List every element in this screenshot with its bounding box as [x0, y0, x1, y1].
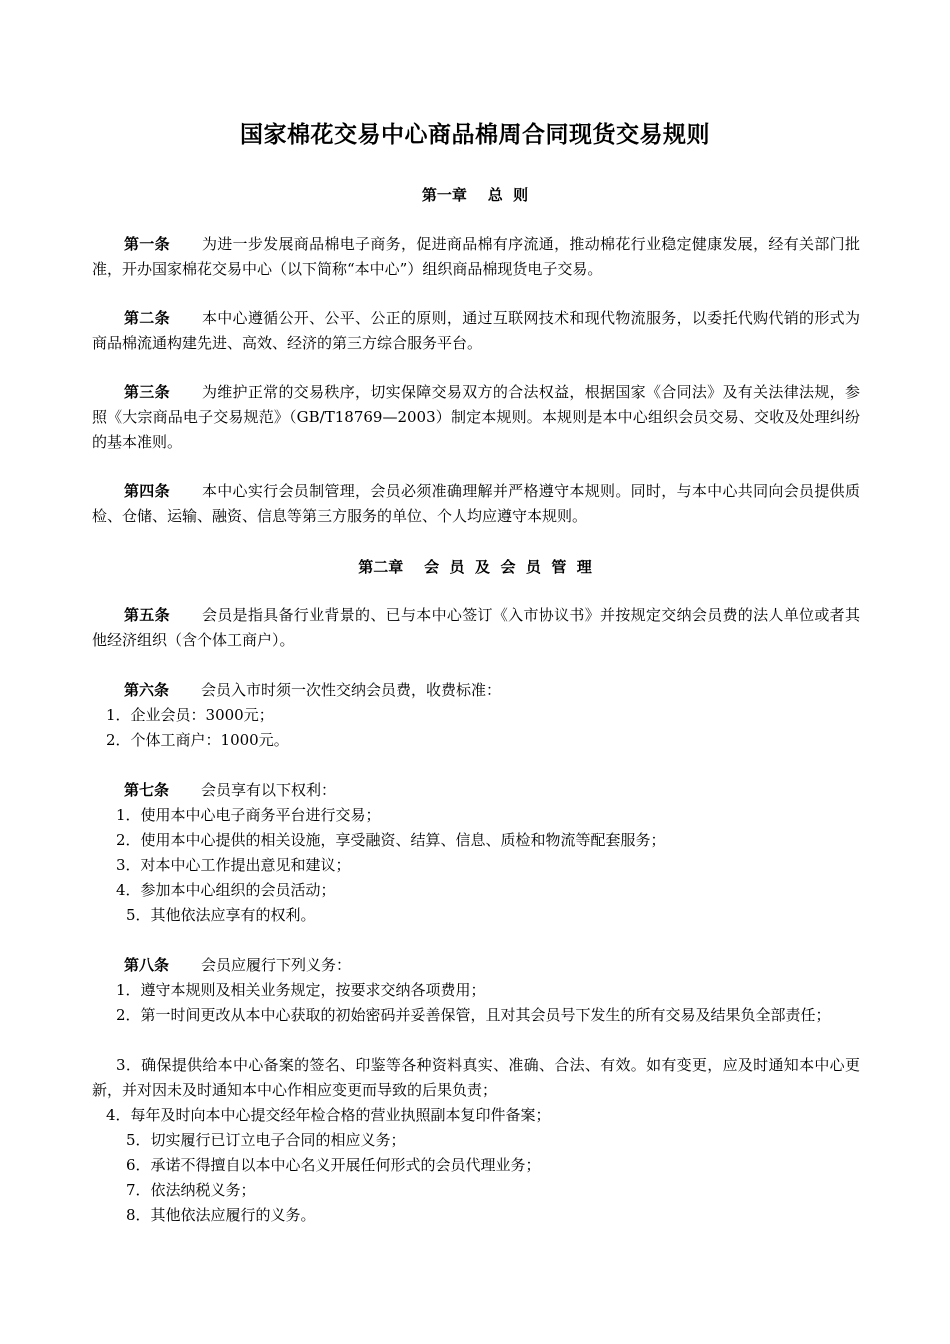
document-title: 国家棉花交易中心商品棉周合同现货交易规则 [240, 122, 710, 148]
article-8-item: 6．承诺不得擅自以本中心名义开展任何形式的会员代理业务； [126, 1156, 541, 1174]
chapter-1-heading: 第一章 总 则 [421, 186, 529, 204]
article-7-text: 会员享有以下权利： [201, 781, 337, 799]
article-7-label: 第七条 [124, 781, 170, 799]
article-3 [92, 380, 860, 455]
chapter-2-heading: 第二章 会 员 及 会 员 管 理 [358, 558, 592, 576]
article-7-item: 4．参加本中心组织的会员活动； [116, 881, 336, 899]
article-8-item: 8．其他依法应履行的义务。 [126, 1206, 316, 1224]
article-5 [92, 603, 860, 653]
article-8-item: 5．切实履行已订立电子合同的相应义务； [126, 1131, 406, 1149]
article-8-item: 1．遵守本规则及相关业务规定，按要求交纳各项费用； [116, 981, 486, 999]
article-7-item: 3．对本中心工作提出意见和建议； [116, 856, 351, 874]
article-4 [92, 479, 860, 529]
article-2-label: 第二条 [124, 309, 170, 327]
article-8-item: 7．依法纳税义务； [126, 1181, 256, 1199]
article-6-item: 1．企业会员：3000元； [106, 706, 274, 724]
article-7-item: 1．使用本中心电子商务平台进行交易； [116, 806, 381, 824]
article-8-text: 会员应履行下列义务： [201, 956, 352, 974]
article-6-label: 第六条 [124, 681, 170, 699]
article-8-item: 4．每年及时向本中心提交经年检合格的营业执照副本复印件备案； [106, 1106, 551, 1124]
article-1-label: 第一条 [124, 235, 170, 253]
article-8-label: 第八条 [124, 956, 170, 974]
article-5-label: 第五条 [124, 606, 170, 624]
article-7 [92, 778, 860, 803]
article-7-item: 2．使用本中心提供的相关设施，享受融资、结算、信息、质检和物流等配套服务； [116, 831, 666, 849]
article-8-item: 2．第一时间更改从本中心获取的初始密码并妥善保管，且对其会员号下发生的所有交易及结果负全部责任； [116, 1006, 831, 1024]
article-3-text: 为维护正常的交易秩序，切实保障交易双方的合法权益，根据国家《合同法》及有关法律法规，参照《大宗商品电子交易规范》（GB/T18769—2003）制定本规则。本规则是本中心组织会员交易、交收及处理纠纷的基本准则。 [92, 383, 860, 451]
article-3-label: 第三条 [124, 383, 170, 401]
article-6 [92, 678, 860, 703]
article-4-text: 本中心实行会员制管理，会员必须准确理解并严格遵守本规则。同时，与本中心共同向会员提供质检、仓储、运输、融资、信息等第三方服务的单位、个人均应遵守本规则。 [92, 482, 860, 525]
article-8-item: 3．确保提供给本中心备案的签名、印鉴等各种资料真实、准确、合法、有效。如有变更，应及时通知本中心更新，并对因未及时通知本中心作相应变更而导致的后果负责； [92, 1056, 860, 1099]
article-1-text: 为进一步发展商品棉电子商务，促进商品棉有序流通，推动棉花行业稳定健康发展，经有关部门批准，开办国家棉花交易中心（以下简称“本中心”）组织商品棉现货电子交易。 [92, 235, 860, 278]
article-2-text: 本中心遵循公开、公平、公正的原则，通过互联网技术和现代物流服务，以委托代购代销的形式为商品棉流通构建先进、高效、经济的第三方综合服务平台。 [92, 309, 860, 352]
article-1 [92, 232, 860, 282]
article-5-text: 会员是指具备行业背景的、已与本中心签订《入市协议书》并按规定交纳会员费的法人单位或者其他经济组织（含个体工商户）。 [92, 606, 860, 649]
article-2 [92, 306, 860, 356]
article-8 [92, 953, 860, 978]
article-4-label: 第四条 [124, 482, 170, 500]
article-6-text: 会员入市时须一次性交纳会员费，收费标准： [201, 681, 502, 699]
article-7-item: 5．其他依法应享有的权利。 [126, 906, 316, 924]
article-6-item: 2．个体工商户：1000元。 [106, 731, 289, 749]
